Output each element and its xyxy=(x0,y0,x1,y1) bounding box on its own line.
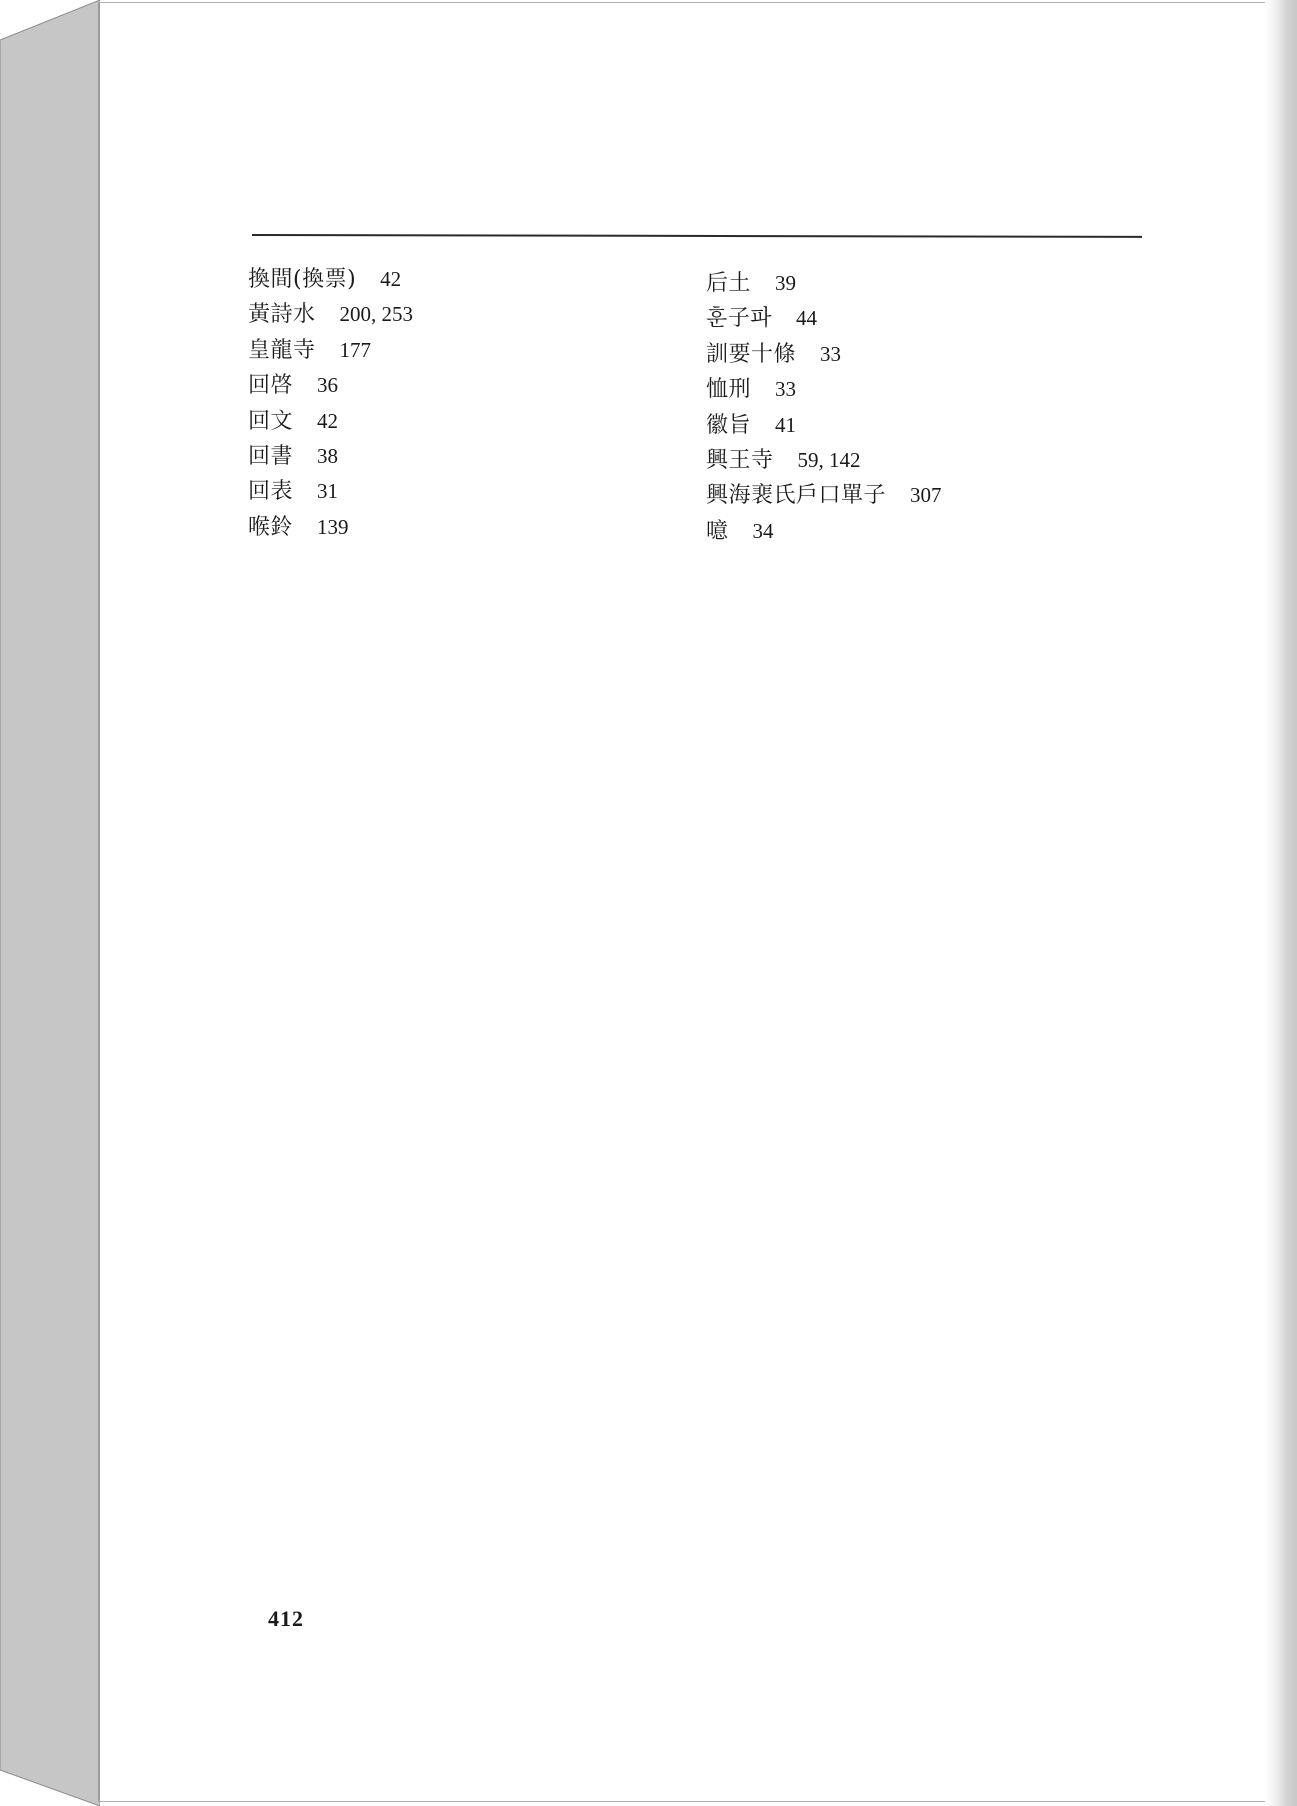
index-entry xyxy=(248,510,413,545)
index-term: 徽旨 xyxy=(706,412,752,438)
index-pages: 39 xyxy=(775,271,797,295)
index-pages: 31 xyxy=(317,479,339,504)
index-term: 興王寺 xyxy=(706,447,774,473)
index-term: 喉鈴 xyxy=(248,514,294,540)
index-entry xyxy=(248,262,413,297)
index-entry xyxy=(706,266,942,301)
index-term: 回文 xyxy=(248,408,294,434)
index-pages: 42 xyxy=(317,408,339,433)
index-entry xyxy=(706,408,942,443)
index-entry xyxy=(706,372,942,407)
index-term: 興海裵氏戶口單子 xyxy=(706,483,887,509)
index-term: 回啓 xyxy=(248,373,294,399)
index-term: 訓要十條 xyxy=(706,341,797,367)
index-pages: 33 xyxy=(775,377,797,402)
index-column-left xyxy=(248,262,413,545)
index-entry xyxy=(706,478,942,513)
index-pages: 42 xyxy=(380,267,402,291)
index-pages: 36 xyxy=(317,373,339,398)
index-entry xyxy=(248,439,413,474)
index-entry xyxy=(706,443,942,478)
index-pages: 41 xyxy=(775,412,797,437)
index-term: 皇龍寺 xyxy=(248,337,316,363)
page-number: 412 xyxy=(268,1606,304,1631)
index-pages: 33 xyxy=(820,341,842,366)
index-entry xyxy=(706,337,942,372)
index-term: 훈子파 xyxy=(706,306,773,332)
index-pages: 59, 142 xyxy=(797,447,861,472)
book-spine xyxy=(0,0,100,1806)
index-pages: 139 xyxy=(317,514,349,539)
index-pages: 177 xyxy=(339,337,372,362)
index-pages: 200, 253 xyxy=(339,302,414,327)
index-entry xyxy=(248,474,413,509)
index-term: 回表 xyxy=(248,479,294,505)
index-pages: 38 xyxy=(317,443,339,468)
index-term: 黃詩水 xyxy=(248,302,316,328)
index-entry xyxy=(248,368,413,403)
index-term: 恤刑 xyxy=(706,377,752,403)
index-entry xyxy=(248,333,413,368)
index-term: 回書 xyxy=(248,443,294,469)
index-term: 后土 xyxy=(706,271,752,296)
index-pages: 44 xyxy=(796,306,818,331)
index-entry xyxy=(248,297,413,332)
page-edge xyxy=(1265,0,1297,1806)
index-column-right xyxy=(706,266,942,549)
index-entry xyxy=(706,301,942,336)
index-entry xyxy=(248,404,413,439)
index-pages: 307 xyxy=(910,483,942,508)
index-term: 噫 xyxy=(706,518,729,544)
index-term: 換間(換票) xyxy=(248,267,357,292)
index-pages: 34 xyxy=(752,518,774,543)
index-entry xyxy=(706,514,942,549)
